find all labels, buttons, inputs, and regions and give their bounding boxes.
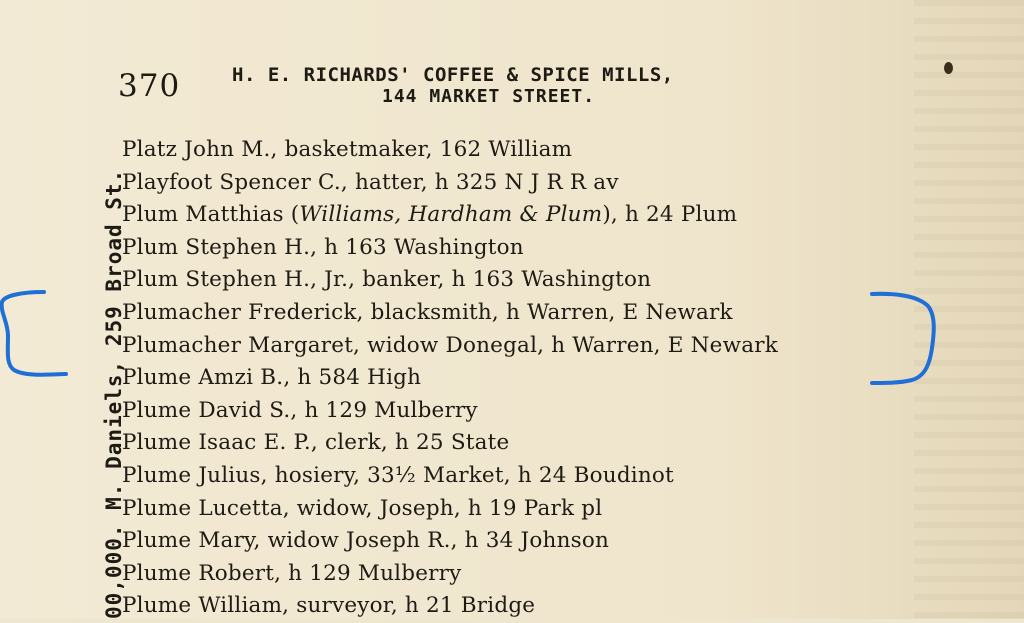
directory-entry: Platz John M., basketmaker, 162 William (122, 137, 573, 162)
directory-entry: Plume David S., h 129 Mulberry (122, 397, 478, 423)
directory-entry: Plume Lucetta, widow, Joseph, h 19 Park pl (122, 495, 603, 521)
directory-entry: Plum Matthias (Williams, Hardham & Plum), h 24 Plum (122, 202, 738, 228)
directory-entry: Plume William, surveyor, h 21 Bridge (122, 593, 536, 619)
right-bracket-mark (872, 294, 934, 383)
directory-entry: Plum Stephen H., Jr., banker, h 163 Washington (122, 267, 652, 293)
left-bracket-mark (2, 292, 66, 375)
directory-entry: Plume Isaac E. P., clerk, h 25 State (122, 430, 510, 456)
side-advertisement: 00,000. M. Daniels, 259 Broad St. (102, 168, 126, 619)
page-number: 370 (118, 68, 181, 104)
firm-name: Williams, Hardham & Plum (299, 202, 603, 228)
directory-entry-highlighted: Plumacher Frederick, blacksmith, h Warren, E Newark (122, 299, 733, 325)
running-header-title: H. E. RICHARDS' COFFEE & SPICE MILLS, (232, 64, 674, 86)
directory-entry: Plum Stephen H., h 163 Washington (122, 234, 524, 260)
directory-entry: Playfoot Spencer C., hatter, h 325 N J R R av (122, 169, 619, 195)
directory-entry-highlighted: Plumacher Margaret, widow Donegal, h Warren, E Newark (122, 332, 778, 358)
running-header-address: 144 MARKET STREET. (382, 86, 596, 107)
directory-entry-highlighted: Plume Amzi B., h 584 High (122, 365, 422, 391)
directory-entry: Plume Robert, h 129 Mulberry (122, 560, 462, 586)
directory-entry: Plume Julius, hosiery, 33½ Market, h 24 Boudinot (122, 462, 674, 488)
directory-entry: Plume Mary, widow Joseph R., h 34 Johnson (122, 528, 610, 554)
